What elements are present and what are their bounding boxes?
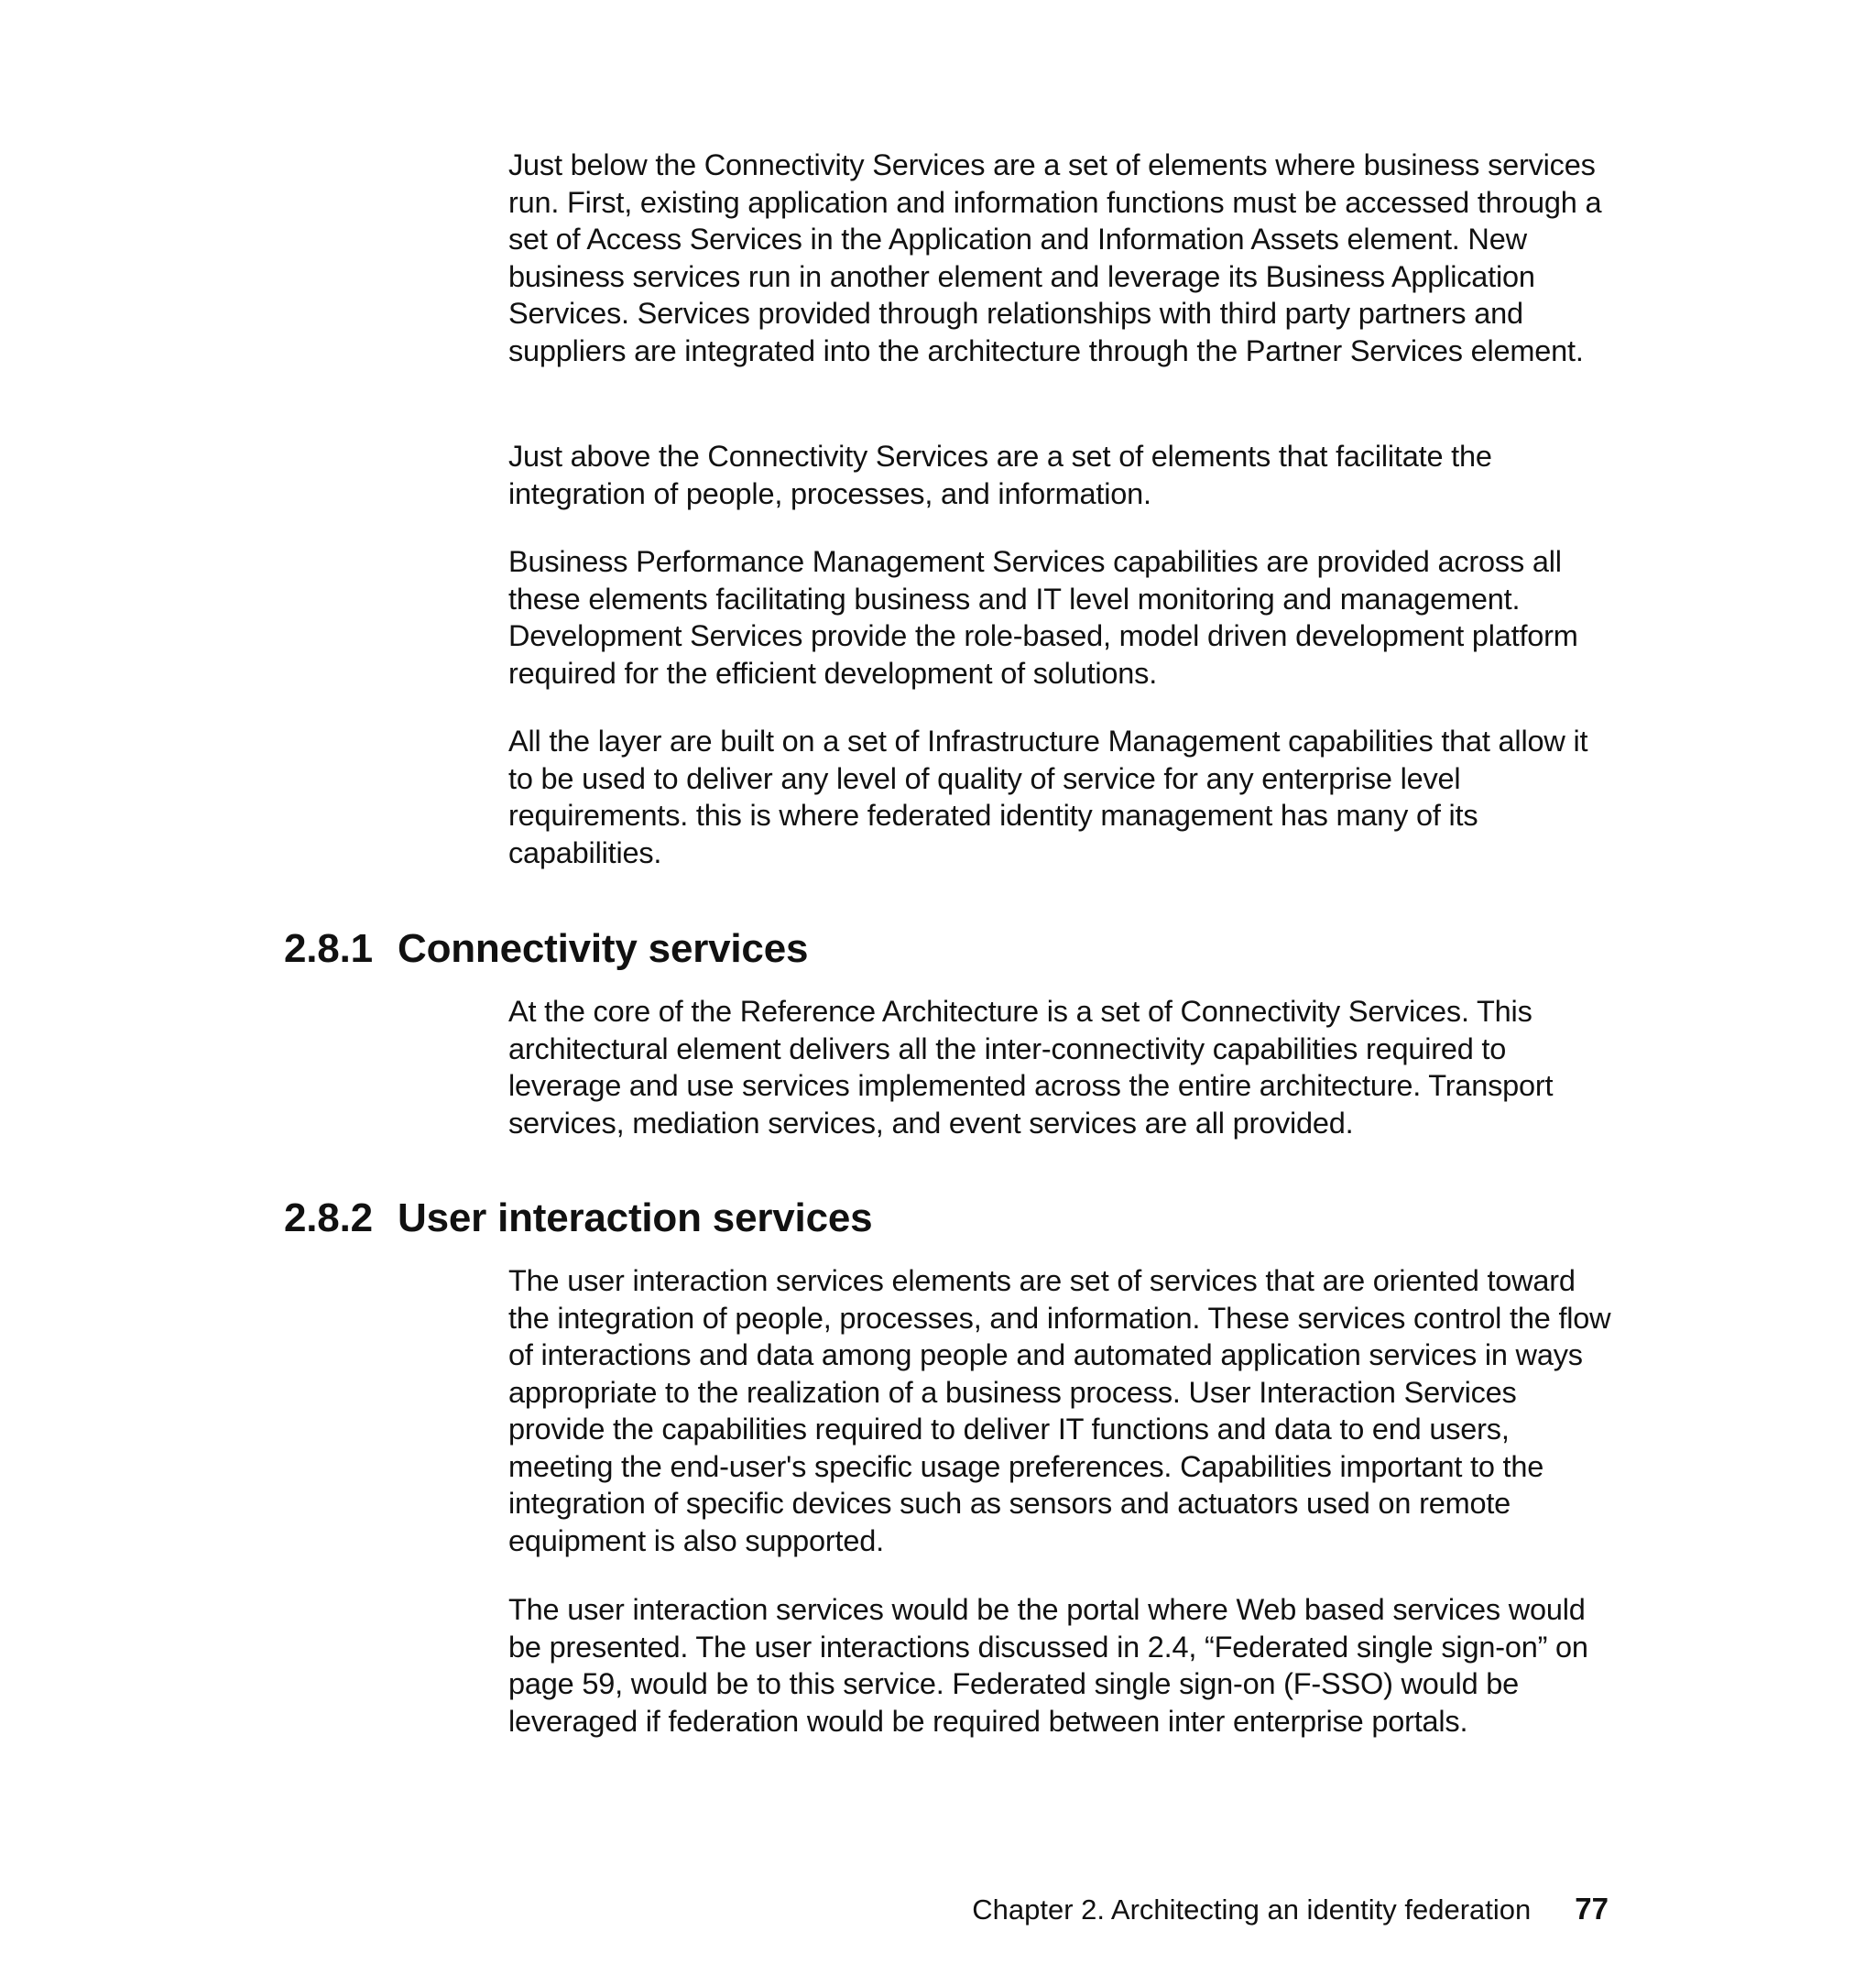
intro-section-3 <box>508 543 1617 692</box>
user-interaction-section <box>508 1262 1617 1559</box>
intro-paragraph-2: Just above the Connectivity Services are a set of elements that facilitate the integration of people, processes, and information. <box>508 440 1492 510</box>
intro-paragraph-1: Just below the Connectivity Services are a set of elements where business services run. First, existing application and information functions must be accessed through a set of Access Services in the Application and Information Assets element. New business services run in another element and leverage its Business Application Services. Services provided through relationships with third party partners and suppliers are integrated into the architecture through the Partner Services element. <box>508 148 1602 367</box>
page-number: 77 <box>1575 1892 1609 1926</box>
intro-section-2 <box>508 438 1617 512</box>
intro-paragraph-3: Business Performance Management Services capabilities are provided across all these elements facilitating business and IT level monitoring and management. Development Services provide the role-based, model driven development platform required for the efficient development of solutions. <box>508 545 1578 690</box>
connectivity-section <box>508 993 1617 1141</box>
section-number: 2.8.1 <box>284 926 373 971</box>
footer-chapter-title: Chapter 2. Architecting an identity federation <box>972 1893 1532 1926</box>
user-interaction-paragraph-1: The user interaction services elements are set of services that are oriented toward the integration of people, processes, and information. These services control the flow of interactions and data among people and automated application services in ways appropriate to the realization of a business process. User Interaction Services provide the capabilities required to deliver IT functions and data to end users, meeting the end-user's specific usage preferences. Capabilities important to the integration of specific devices such as sensors and actuators used on remote equipment is also supported. <box>508 1264 1611 1557</box>
section-title: Connectivity services <box>398 926 809 971</box>
page-footer <box>972 1891 1609 1928</box>
user-interaction-section-2 <box>508 1591 1617 1740</box>
connectivity-paragraph-1: At the core of the Reference Architecture is a set of Connectivity Services. This architectural element delivers all the inter-connectivity capabilities required to leverage and use services implemented across the entire architecture. Transport services, mediation services, and event services are all provided. <box>508 995 1554 1140</box>
section-heading-user-interaction <box>284 1195 872 1242</box>
section-number: 2.8.2 <box>284 1195 373 1240</box>
intro-section <box>508 147 1617 369</box>
intro-paragraph-4: All the layer are built on a set of Infrastructure Management capabilities that allow it to be used to deliver any level of quality of service for any enterprise level requirements. this is where federated identity management has many of its capabilities. <box>508 725 1588 869</box>
section-heading-connectivity <box>284 925 808 973</box>
user-interaction-paragraph-2: The user interaction services would be the portal where Web based services would be presented. The user interactions discussed in 2.4, “Federated single sign-on” on page 59, would be to this service. Federated single sign-on (F-SSO) would be leveraged if federation would be required between inter enterprise portals. <box>508 1593 1588 1738</box>
section-title: User interaction services <box>398 1195 873 1240</box>
intro-section-4 <box>508 723 1617 871</box>
